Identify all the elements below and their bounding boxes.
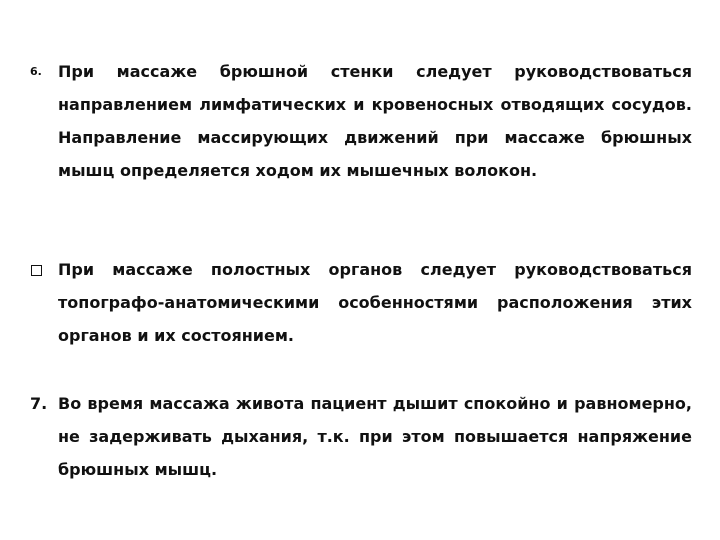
square-bullet-icon (31, 265, 42, 276)
bullet-marker (30, 253, 58, 352)
list-item-6 (30, 55, 692, 187)
item-text: При массаже брюшной стенки следует руководствоваться направлением лимфатических и кровеносных отводящих сосудов. Направление массирующих движений при массаже брюшных мышц определяется ходом их мышечных волокон. (58, 62, 692, 180)
item-text: При массаже полостных органов следует руководствоваться топографо-анатомическими особенностями расположения этих органов и их состоянием. (58, 260, 692, 345)
item-text: Во время массажа живота пациент дышит спокойно и равномерно, не задерживать дыхания, т.к. при этом повышается напряжение брюшных мышц. (58, 394, 692, 479)
item-number: 6. (30, 65, 42, 78)
list-item-7 (30, 387, 692, 486)
item-number: 7. (30, 394, 48, 413)
list-item-bullet (30, 253, 692, 352)
